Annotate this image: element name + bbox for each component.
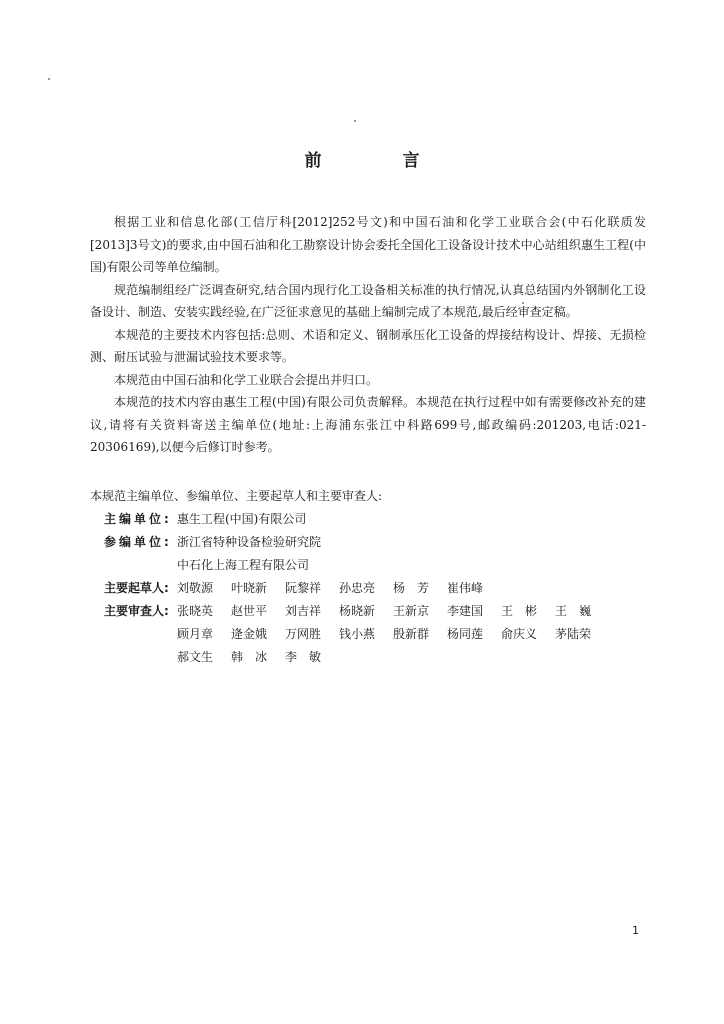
reviewer-name: 俞庆义 (501, 627, 538, 641)
participating-unit-row (104, 554, 644, 577)
drafter-name: 杨 芳 (393, 581, 430, 595)
scan-speck (354, 120, 356, 122)
foreword-body (90, 211, 646, 459)
reviewers-names (177, 623, 644, 646)
paragraph: 规范编制组经广泛调查研究,结合国内现行化工设备相关标准的执行情况,认真总结国内外钢制化工设备设计、制造、安装实践经验,在广泛征求意见的基础上编制完成了本规范,最后经审查定稿。 (90, 282, 646, 319)
reviewer-name: 逄金娥 (231, 627, 268, 641)
reviewer-name: 赵世平 (231, 604, 268, 618)
chief-unit-label: 主编单位: (104, 512, 172, 526)
reviewer-name: 王新京 (393, 604, 430, 618)
page-number: 1 (632, 924, 639, 937)
reviewers-names (177, 646, 644, 669)
reviewer-name: 钱小燕 (339, 627, 376, 641)
reviewer-name: 茅陆荣 (555, 627, 592, 641)
reviewer-name: 殷新群 (393, 627, 430, 641)
reviewers-row (104, 600, 644, 623)
reviewer-name: 韩 冰 (231, 650, 268, 664)
participating-unit-label: 参编单位: (104, 535, 172, 549)
reviewer-name: 郝文生 (177, 650, 214, 664)
chief-unit-row (104, 508, 644, 531)
reviewers-row (104, 646, 644, 669)
reviewer-name: 顾月章 (177, 627, 214, 641)
reviewer-name: 刘吉祥 (285, 604, 322, 618)
drafters-label: 主要起草人: (104, 581, 169, 595)
reviewers-label: 主要审查人: (104, 604, 169, 618)
reviewer-name: 李建国 (447, 604, 484, 618)
drafter-name: 孙忠亮 (339, 581, 376, 595)
drafter-name: 崔伟峰 (447, 581, 484, 595)
paragraph: 本规范的技术内容由惠生工程(中国)有限公司负责解释。本规范在执行过程中如有需要修改补充的建议,请将有关资料寄送主编单位(地址:上海浦东张江中科路699号,邮政编码:201203,电话:021-20306169),以便今后修订时参考。 (90, 395, 646, 454)
drafter-name: 叶晓新 (231, 581, 268, 595)
reviewer-name: 王 巍 (555, 604, 592, 618)
paragraph: 根据工业和信息化部(工信厅科[2012]252号文)和中国石油和化学工业联合会(中石化联质发[2013]3号文)的要求,由中国石油和化工勘察设计协会委托全国化工设备设计技术中心站组织惠生工程(中国)有限公司等单位编制。 (90, 215, 646, 274)
drafter-name: 刘敬源 (177, 581, 214, 595)
participating-unit-value: 中石化上海工程有限公司 (177, 558, 310, 572)
reviewer-name: 杨晓新 (339, 604, 376, 618)
participating-unit-row (104, 531, 644, 554)
paragraph: 本规范由中国石油和化学工业联合会提出并归口。 (114, 372, 379, 387)
chief-unit-value: 惠生工程(中国)有限公司 (177, 512, 307, 526)
participating-unit-value: 浙江省特种设备检验研究院 (177, 535, 322, 549)
reviewer-name: 万网胜 (285, 627, 322, 641)
page-title: 前 言 (304, 151, 452, 171)
paragraph: 本规范的主要技术内容包括:总则、术语和定义、钢制承压化工设备的焊接结构设计、焊接、无损检测、耐压试验与泄漏试验技术要求等。 (90, 327, 646, 364)
reviewer-name: 张晓英 (177, 604, 214, 618)
drafter-name: 阮黎祥 (285, 581, 322, 595)
credits-intro: 本规范主编单位、参编单位、主要起草人和主要审查人: (90, 489, 383, 503)
credits-section (90, 485, 644, 669)
drafters-names (177, 577, 644, 600)
reviewer-name: 李 敏 (285, 650, 322, 664)
reviewer-name: 王 彬 (501, 604, 538, 618)
drafters-row (104, 577, 644, 600)
reviewers-row (104, 623, 644, 646)
scan-speck (48, 78, 50, 80)
reviewers-names (177, 600, 644, 623)
reviewer-name: 杨同莲 (447, 627, 484, 641)
